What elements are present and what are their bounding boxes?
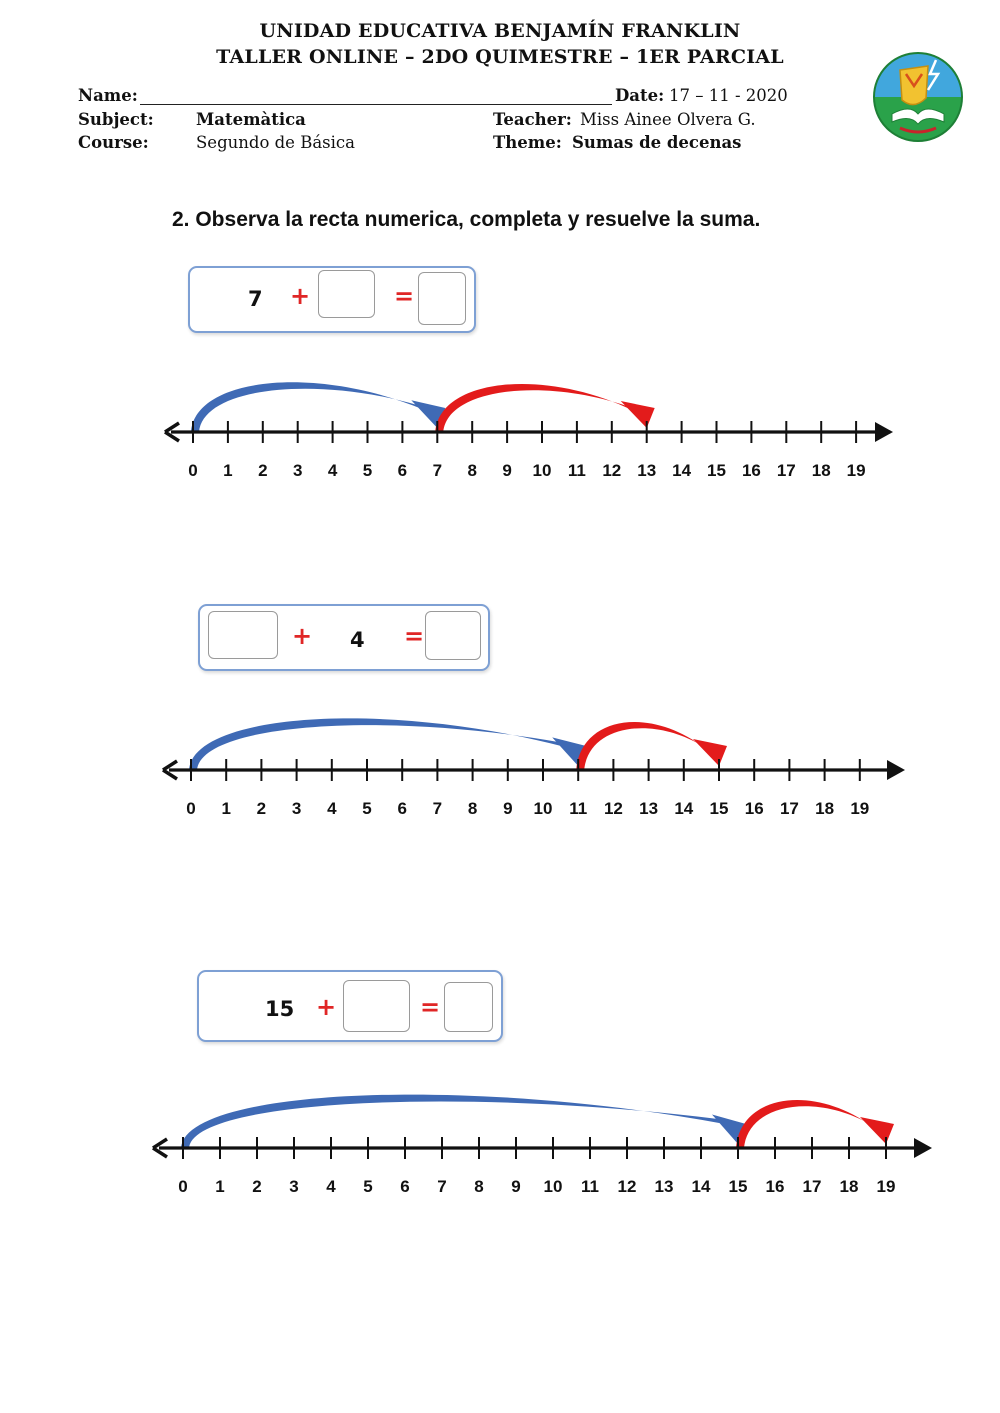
course-value: Segundo de Básica	[196, 133, 355, 152]
tick-label: 0	[178, 1177, 188, 1196]
exercise-instruction: 2. Observa la recta numerica, completa y resuelve la suma.	[172, 208, 761, 231]
theme-value: Sumas de decenas	[572, 133, 742, 152]
tick-label: 7	[432, 461, 443, 480]
tick-label: 2	[256, 799, 267, 818]
equation-3-plus: +	[316, 993, 337, 1021]
tick-label: 10	[543, 1177, 563, 1196]
subject-label: Subject:	[78, 110, 154, 129]
tick-label: 11	[567, 461, 586, 480]
tick-label: 19	[850, 799, 870, 818]
tick-label: 12	[617, 1177, 637, 1196]
tick-label: 8	[467, 799, 478, 818]
arc-jump-red-3	[736, 1100, 894, 1148]
arc-jump-blue-3	[181, 1095, 746, 1148]
tick-label: 2	[258, 461, 268, 480]
tick-label: 14	[691, 1177, 711, 1196]
tick-label: 9	[503, 799, 513, 818]
name-label: Name:	[78, 86, 138, 105]
tick-label: 0	[188, 461, 198, 480]
teacher-label: Teacher:	[493, 110, 572, 129]
tick-label: 2	[252, 1177, 262, 1196]
tick-label: 13	[637, 461, 657, 480]
date-label: Date:	[615, 86, 665, 105]
tick-label: 16	[741, 461, 761, 480]
tick-label: 17	[802, 1177, 822, 1196]
equation-3-equals: =	[420, 993, 441, 1021]
theme-label: Theme:	[493, 133, 562, 152]
tick-label: 3	[291, 799, 302, 818]
tick-label: 7	[432, 799, 443, 818]
tick-label: 6	[400, 1177, 410, 1196]
tick-label: 1	[215, 1177, 225, 1196]
school-name: UNIDAD EDUCATIVA BENJAMÍN FRANKLIN	[259, 20, 741, 42]
tick-label: 14	[672, 461, 692, 480]
subject-value: Matemàtica	[196, 110, 306, 129]
tick-label: 17	[776, 461, 796, 480]
tick-label: 4	[326, 1177, 336, 1196]
tick-label: 10	[533, 799, 553, 818]
tick-label: 13	[639, 799, 659, 818]
tick-label: 12	[602, 461, 622, 480]
tick-label: 16	[765, 1177, 785, 1196]
tick-label: 15	[709, 799, 729, 818]
tick-label: 15	[728, 1177, 748, 1196]
worksheet-subtitle: TALLER ONLINE – 2DO QUIMESTRE – 1ER PARCIAL	[216, 46, 784, 68]
tick-label: 1	[223, 461, 233, 480]
tick-label: 9	[511, 1177, 521, 1196]
equation-2-term2: 4	[350, 628, 365, 652]
tick-label: 18	[811, 461, 831, 480]
equation-2-equals: =	[404, 622, 425, 650]
tick-label: 11	[581, 1177, 599, 1196]
equation-1-equals: =	[394, 282, 415, 310]
tick-label: 8	[467, 461, 477, 480]
tick-label: 7	[437, 1177, 447, 1196]
tick-label: 8	[474, 1177, 484, 1196]
tick-label: 10	[532, 461, 552, 480]
tick-label: 12	[603, 799, 623, 818]
tick-label: 11	[569, 799, 588, 818]
equation-2-plus: +	[292, 622, 313, 650]
equation-1-term1: 7	[248, 287, 263, 311]
arrow-right-icon	[914, 1138, 932, 1158]
equation-3-term1: 15	[265, 997, 295, 1021]
tick-label: 4	[327, 461, 338, 480]
course-label: Course:	[78, 133, 149, 152]
equation-1-plus: +	[290, 282, 311, 310]
tick-label: 9	[502, 461, 512, 480]
tick-label: 18	[815, 799, 835, 818]
tick-label: 4	[327, 799, 337, 818]
tick-label: 3	[289, 1177, 299, 1196]
tick-label: 6	[397, 461, 408, 480]
tick-label: 13	[654, 1177, 674, 1196]
tick-label: 18	[839, 1177, 859, 1196]
tick-label: 5	[362, 461, 373, 480]
date-value: 17 – 11 - 2020	[669, 86, 788, 105]
tick-label: 5	[363, 1177, 373, 1196]
tick-label: 19	[876, 1177, 896, 1196]
tick-label: 17	[779, 799, 799, 818]
tick-label: 1	[221, 799, 231, 818]
tick-label: 3	[292, 461, 303, 480]
tick-label: 5	[362, 799, 372, 818]
tick-label: 19	[846, 461, 866, 480]
teacher-value: Miss Ainee Olvera G.	[580, 110, 756, 129]
tick-label: 6	[397, 799, 407, 818]
tick-label: 0	[186, 799, 196, 818]
tick-label: 15	[707, 461, 726, 480]
tick-label: 16	[744, 799, 764, 818]
tick-label: 14	[674, 799, 694, 818]
